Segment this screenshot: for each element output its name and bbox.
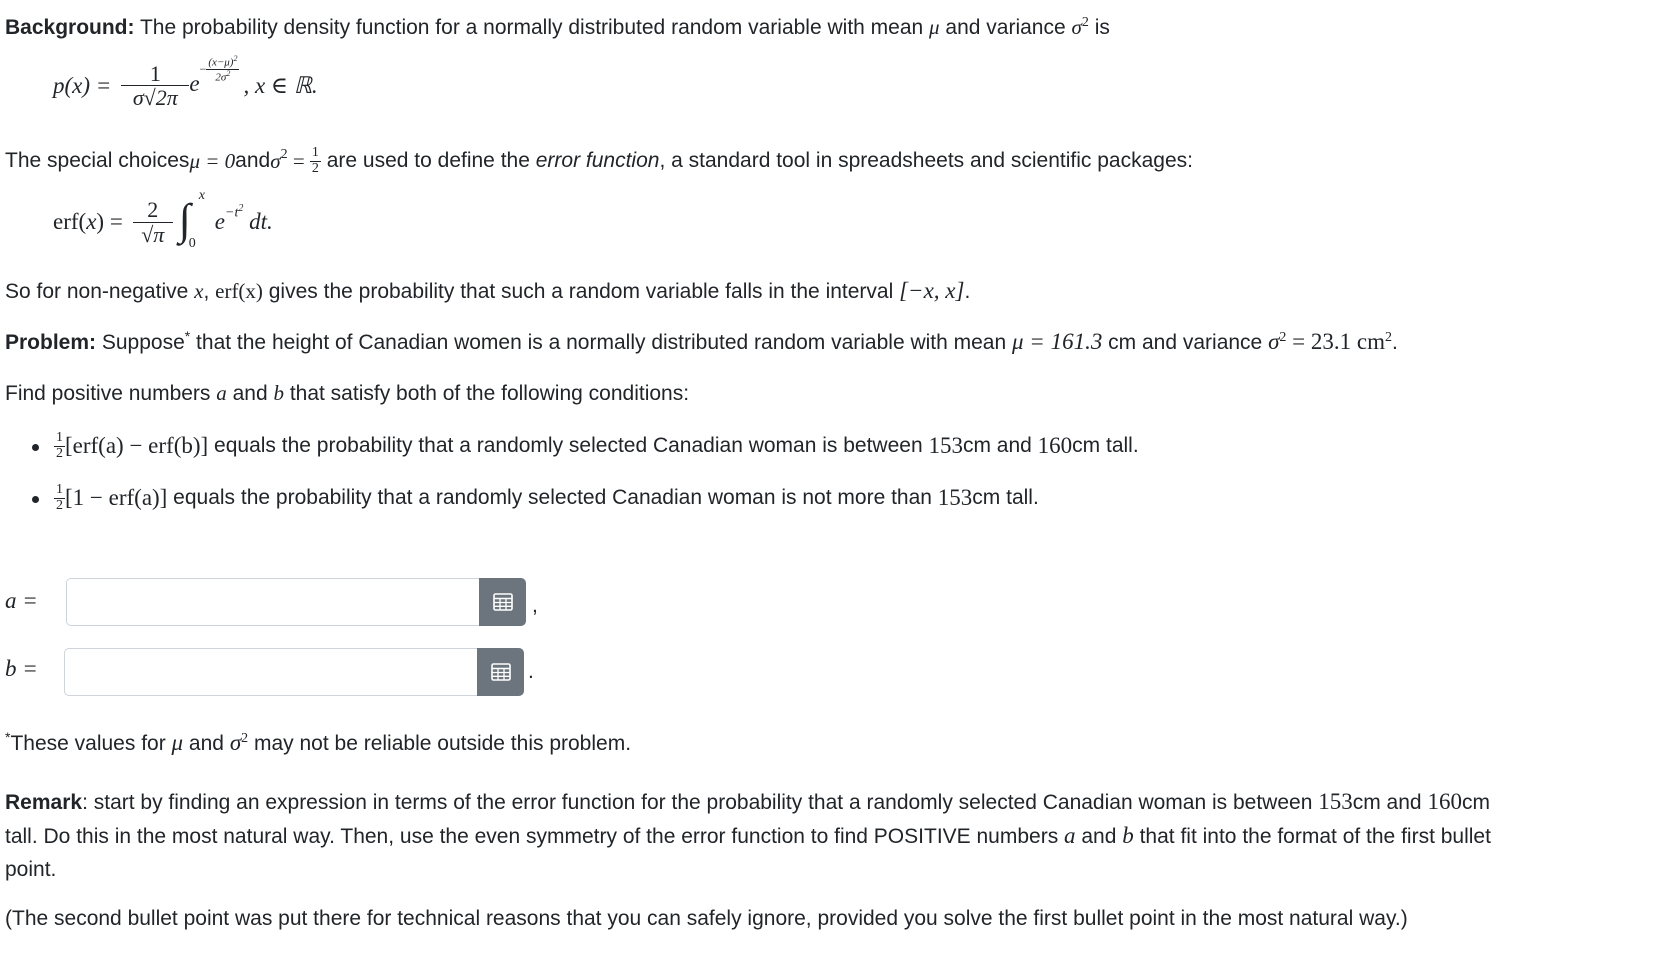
matrix-icon [491, 663, 511, 681]
background-paragraph: Background: The probability density function for a normally distributed random variable with mean μ and variance $\sigma^2$ is [5, 15, 1110, 39]
remark-paragraph: Remark: start by finding an expression in terms of the error function for the probability that a randomly selected Canadian woman is between 153cm and 160cm tall. Do this in the most natural way. Then, use the even symmetry of the error function to find POSITIVE numbers a and b that fit into the format of the first bullet point. [5, 789, 1491, 881]
bullet-marker [32, 444, 39, 451]
remark-label: Remark [5, 791, 83, 814]
pdf-formula: p(x) = $\frac{1}{\sigma√2\pi}$ e − $\frac{(x-\mu)^2}{2\sigma^2}$ , x ∈ ℝ. [53, 53, 318, 111]
problem-label: Problem: [5, 331, 97, 354]
second-bullet-note: (The second bullet point was put there for technical reasons that you can safely ignore, provided you solve the first bullet point in the most natural way.) [5, 907, 1408, 930]
b-suffix: . [528, 660, 534, 683]
integral-sign: ∫ x 0 [178, 188, 206, 251]
b-matrix-button[interactable] [477, 648, 524, 696]
matrix-icon [493, 593, 513, 611]
problem-paragraph: Problem: Suppose* that the height of Canadian women is a normally distributed random variable with mean μ = 161.3 cm and variance $\sigma^2 = 23.1$ $cm^2$. [5, 328, 1398, 354]
a-answer-input[interactable] [66, 578, 479, 626]
a-label: a = [5, 588, 38, 613]
b-answer-group [64, 648, 524, 696]
find-instruction: Find positive numbers a and b that satisfy both of the following conditions: [5, 381, 690, 405]
b-answer-input[interactable] [64, 648, 477, 696]
condition-bullet-2: $\frac{1}{2}$ [1 − erf(a)] equals the probability that a randomly selected Canadian woman is not more than 153 cm tall. [56, 482, 1039, 513]
a-answer-group [66, 578, 526, 626]
erf-interpretation: So for non-negative x, erf(x) gives the probability that such a random variable falls in the interval [−x, x]. [5, 278, 971, 303]
a-matrix-button[interactable] [479, 578, 526, 626]
special-choices-paragraph: The special choices μ = 0 and σ $^2$ = $\frac{1}{2}$ are used to define the error function , a standard tool in spreadsheets and scientific packages: [5, 145, 1193, 176]
erf-definition: erf(x) = $\frac{2}{√\pi}$ ∫ x 0 e $^{-t^2}$ dt. [53, 188, 273, 251]
footnote: *These values for μ and $\sigma^2$ may not be reliable outside this problem. [5, 729, 632, 755]
bullet-marker [32, 496, 39, 503]
a-suffix: , [532, 594, 538, 617]
pdf-exponent: − $\frac{(x-\mu)^2}{2\sigma^2}$ [199, 53, 238, 84]
b-label: b = [5, 656, 38, 681]
condition-bullet-1: $\frac{1}{2}$ [erf(a) − erf(b)] equals the probability that a randomly selected Canadian woman is between 153 cm and 160 cm tall. [56, 430, 1139, 461]
background-label: Background: [5, 16, 135, 39]
